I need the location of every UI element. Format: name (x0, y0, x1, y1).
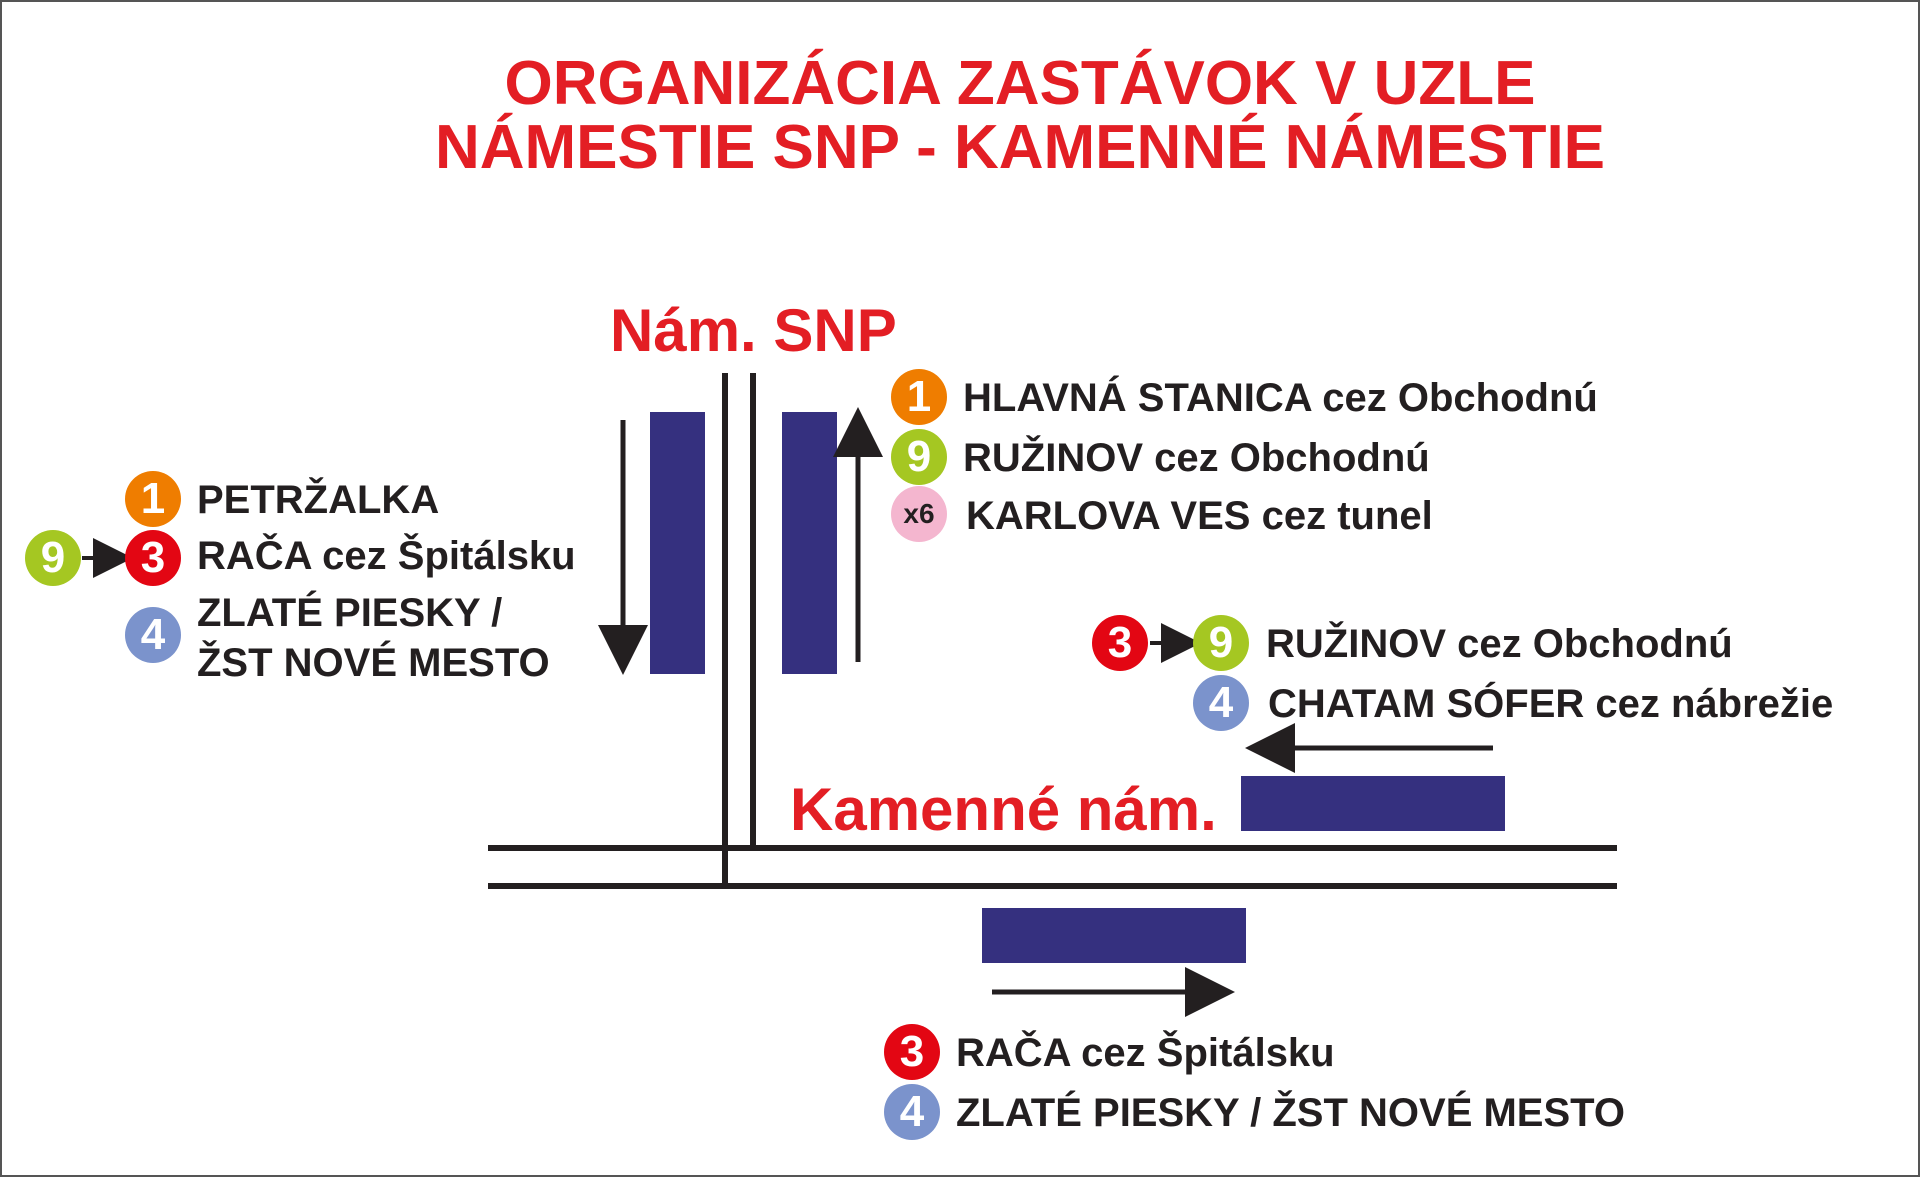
route-label-petrzalka: PETRŽALKA (197, 478, 440, 522)
line-3-badge: 3 (1092, 615, 1148, 671)
route-label-zst-nove-mesto: ŽST NOVÉ MESTO (197, 641, 550, 685)
platform-snp-west (650, 412, 705, 674)
line-4-badge: 4 (1193, 675, 1249, 731)
platform-kamenne-north (1241, 776, 1505, 831)
route-label-raca: RAČA cez Špitálsku (956, 1031, 1335, 1075)
line-4-badge: 4 (125, 607, 181, 663)
line-9-badge: 9 (891, 429, 947, 485)
line-4-badge: 4 (884, 1084, 940, 1140)
line-x6-badge: x6 (891, 486, 947, 542)
title-line-1: ORGANIZÁCIA ZASTÁVOK V UZLE (504, 49, 1536, 118)
platform-snp-east (782, 412, 837, 674)
route-label-zlate-piesky: ZLATÉ PIESKY / ŽST NOVÉ MESTO (956, 1091, 1625, 1135)
route-label-zlate-piesky: ZLATÉ PIESKY / (197, 591, 503, 635)
line-3-badge: 3 (884, 1024, 940, 1080)
route-label-ruzinov: RUŽINOV cez Obchodnú (963, 436, 1430, 480)
route-label-ruzinov: RUŽINOV cez Obchodnú (1266, 622, 1733, 666)
line-9-badge: 9 (1193, 615, 1249, 671)
station-name-snp: Nám. SNP (610, 297, 897, 364)
route-label-chatam-sofer: CHATAM SÓFER cez nábrežie (1268, 682, 1834, 726)
line-9-badge: 9 (25, 530, 81, 586)
line-1-badge: 1 (891, 369, 947, 425)
line-3-badge: 3 (125, 530, 181, 586)
line-1-badge: 1 (125, 471, 181, 527)
station-name-kamenne: Kamenné nám. (790, 776, 1217, 843)
route-label-raca: RAČA cez Špitálsku (197, 534, 576, 578)
title-line-2: NÁMESTIE SNP - KAMENNÉ NÁMESTIE (434, 113, 1606, 182)
platform-kamenne-south (982, 908, 1246, 963)
route-label-karlova-ves: KARLOVA VES cez tunel (966, 494, 1433, 538)
route-label-hlavna-stanica: HLAVNÁ STANICA cez Obchodnú (963, 376, 1598, 420)
